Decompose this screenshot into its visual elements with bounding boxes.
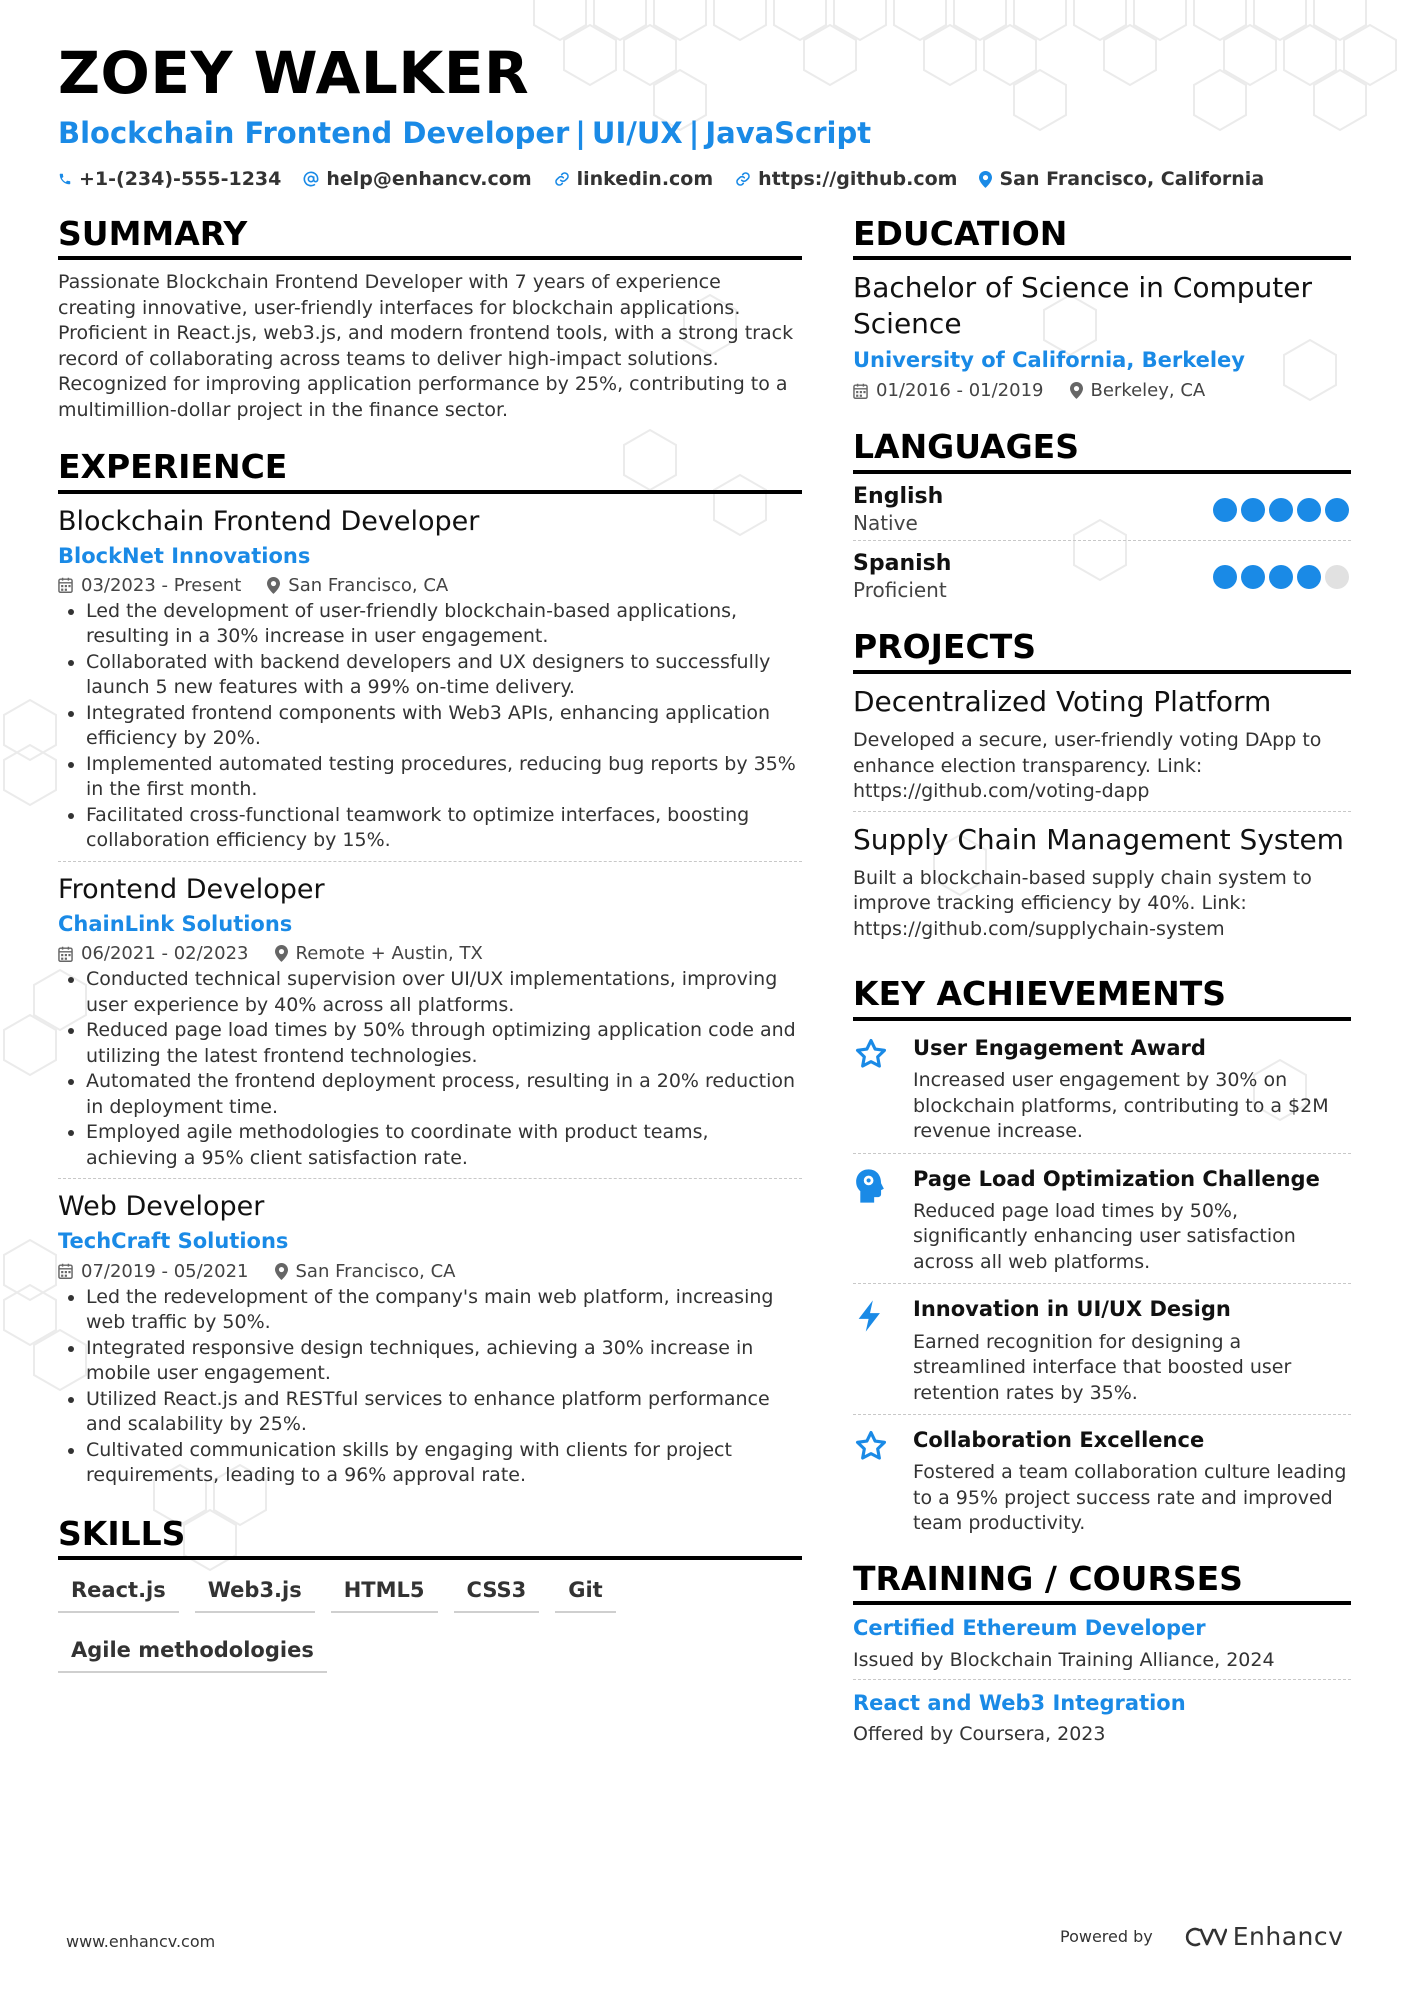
project-title: Decentralized Voting Platform [853,684,1272,718]
job-title: Web Developer [58,1191,265,1223]
bullet-item: • Employed agile methodologies to coordinate with product teams, achieving a 95% client satisfaction rate. [86,1120,802,1171]
bullet-item: • Integrated responsive design techniques, achieving a 30% increase in mobile user engagement. [86,1336,802,1387]
job-location: San Francisco, CA [295,1260,456,1282]
phone-text: +1-(234)-555-1234 [79,168,282,190]
section-heading: PROJECTS [853,629,1351,673]
rating-dot [1297,565,1321,589]
language-name: English [853,483,944,509]
star-icon [853,1429,889,1463]
phone-icon [58,172,72,186]
rating-dot [1269,498,1293,522]
projects-section [853,629,1351,948]
skill-tag: CSS3 [454,1574,540,1613]
education-dates: 01/2016 - 01/2019 [876,380,1044,402]
skill-tag: Agile methodologies [58,1634,327,1673]
enhancv-logo-icon [1181,1926,1227,1948]
achievement-description: Reduced page load times by 50%, significantly enhancing user satisfaction across all web platforms. [913,1199,1296,1273]
bullet-item: • Integrated frontend components with Web3 APIs, enhancing application efficiency by 20%. [86,701,802,752]
footer-branding [1060,1922,1343,1951]
experience-section [58,449,802,1495]
achievement-title: User Engagement Award [913,1035,1206,1060]
link-icon [735,171,751,187]
project-entry [853,822,1351,949]
bullet-item: • Conducted technical supervision over UI/UX implementations, improving user experience by 40% across all platforms. [86,967,802,1018]
language-level: Proficient [853,578,947,603]
company-name: ChainLink Solutions [58,912,293,937]
job-entry [58,872,802,1179]
contact-linkedin[interactable] [554,168,714,190]
degree-title: Bachelor of Science in Computer Science [853,271,1313,341]
github-text: https://github.com [758,168,958,190]
location-text: San Francisco, California [999,168,1265,190]
summary-text: Passionate Blockchain Frontend Developer with 7 years of experience creating innovative, user-friendly interfaces for blockchain applications. Proficient in React.js, web3.js, and modern frontend tools, with a strong track record of collaborating across teams to deliver high-impact solutions. Recognized for improving application performance by 25%, contributing to a multimillion-dollar project in the finance sector. [58,271,794,421]
language-rating [1209,498,1349,522]
right-column [853,216,1351,1764]
job-title: Blockchain Frontend Developer [58,505,480,537]
job-meta [58,943,802,964]
section-heading: SUMMARY [58,216,802,260]
job-dates: 07/2019 - 05/2021 [81,1260,249,1282]
bullet-item: • Utilized React.js and RESTful services to enhance platform performance and scalability by 25%. [86,1387,802,1438]
job-location: Remote + Austin, TX [295,943,483,965]
project-entry [853,684,1351,812]
skill-tag: React.js [58,1574,179,1613]
summary-section [58,216,802,423]
course-entry [853,1615,1351,1680]
bullet-item: • Facilitated cross-functional teamwork to optimize interfaces, boosting collaboration efficiency by 15%. [86,803,802,854]
map-pin-icon [979,171,992,188]
school-name: University of California, Berkeley [853,348,1245,373]
course-title: React and Web3 Integration [853,1691,1186,1716]
headline-part: UI/UX [591,116,683,150]
contact-github[interactable] [735,168,957,190]
achievement-title: Innovation in UI/UX Design [913,1297,1231,1322]
project-description: Developed a secure, user-friendly voting DApp to enhance election transparency. Link: https://github.com/voting-dapp [853,729,1322,803]
calendar-icon [58,577,73,593]
candidate-name: ZOEY WALKER [58,39,530,107]
achievement-description: Increased user engagement by 30% on blockchain platforms, contributing to a $2M revenue increase. [913,1069,1329,1143]
calendar-icon [853,383,868,399]
company-name: TechCraft Solutions [58,1229,289,1254]
skill-tag: HTML5 [331,1574,438,1613]
lightning-icon [853,1298,887,1334]
achievement-entry [853,1427,1351,1545]
contact-location [979,168,1264,190]
bullet-item: • Implemented automated testing procedures, reducing bug reports by 35% in the first month. [86,752,802,803]
language-row [853,551,1351,607]
contact-phone[interactable] [58,168,281,190]
map-pin-icon [267,577,280,594]
skill-tag: Web3.js [195,1574,315,1613]
rating-dot [1269,565,1293,589]
rating-dot [1325,565,1349,589]
skill-tag: Git [555,1574,615,1613]
job-location: San Francisco, CA [288,574,449,596]
education-meta [853,380,1351,401]
at-sign-icon [303,171,319,187]
bullet-item: • Collaborated with backend developers and UX designers to successfully launch 5 new features with a 99% on-time delivery. [86,650,802,701]
brain-head-icon [853,1168,887,1204]
job-dates: 03/2023 - Present [81,574,242,596]
rating-dot [1297,498,1321,522]
map-pin-icon [275,1263,288,1280]
rating-dot [1325,498,1349,522]
education-section [853,216,1351,401]
skills-list [58,1574,802,1694]
bullet-item: • Automated the frontend deployment process, resulting in a 20% reduction in deployment time. [86,1069,802,1120]
calendar-icon [58,1263,73,1279]
calendar-icon [58,946,73,962]
course-description: Offered by Coursera, 2023 [853,1723,1106,1746]
contact-bar [58,168,1286,190]
skills-section [58,1513,802,1694]
company-name: BlockNet Innovations [58,543,311,568]
headline-separator: | [575,116,586,150]
training-section [853,1558,1351,1754]
achievement-title: Collaboration Excellence [913,1428,1205,1453]
job-entry [58,504,802,862]
headline-part: JavaScript [705,116,872,150]
job-entry [58,1189,802,1495]
section-heading: EDUCATION [853,216,1351,260]
job-meta [58,575,802,596]
linkedin-text: linkedin.com [576,168,714,190]
course-title: Certified Ethereum Developer [853,1616,1206,1641]
headline-part: Blockchain Frontend Developer [58,116,570,150]
bullet-item: • Led the development of user-friendly blockchain-based applications, resulting in a 30% increase in user engagement. [86,599,802,650]
section-heading: TRAINING / COURSES [853,1561,1351,1605]
section-heading: EXPERIENCE [58,449,802,493]
job-headline [58,116,871,151]
languages-section [853,429,1351,607]
bullet-item: • Led the redevelopment of the company's main web platform, increasing web traffic by 50%. [86,1285,802,1336]
bullet-item: • Reduced page load times by 50% through optimizing application code and utilizing the latest frontend technologies. [86,1018,802,1069]
section-heading: LANGUAGES [853,429,1351,473]
footer-website[interactable]: www.enhancv.com [66,1932,216,1951]
job-dates: 06/2021 - 02/2023 [81,943,249,965]
achievement-entry [853,1166,1351,1285]
link-icon [554,171,570,187]
language-name: Spanish [853,550,952,576]
brand-name: Enhancv [1232,1922,1344,1951]
job-bullets [58,599,802,854]
job-bullets [58,1285,802,1489]
section-heading: KEY ACHIEVEMENTS [853,976,1351,1020]
achievement-title: Page Load Optimization Challenge [913,1166,1320,1191]
achievement-entry [853,1035,1351,1154]
star-icon [853,1037,889,1071]
job-bullets [58,967,802,1171]
bullet-item: • Cultivated communication skills by engaging with clients for project requirements, leading to a 96% approval rate. [86,1438,802,1489]
email-text: help@enhancv.com [326,168,532,190]
language-level: Native [853,510,918,535]
achievement-description: Earned recognition for designing a streamlined interface that boosted user retention rates by 35%. [913,1330,1292,1404]
section-heading: SKILLS [58,1516,802,1560]
achievements-section [853,976,1351,1544]
project-description: Built a blockchain-based supply chain system to improve tracking efficiency by 40%. Link: https://github.com/supplychain-system [853,866,1312,940]
education-location: Berkeley, CA [1090,380,1206,402]
course-description: Issued by Blockchain Training Alliance, 2024 [853,1648,1275,1671]
achievement-entry [853,1296,1351,1415]
language-rating [1209,565,1349,589]
achievement-description: Fostered a team collaboration culture leading to a 95% project success rate and improved team productivity. [913,1461,1347,1535]
rating-dot [1241,565,1265,589]
contact-email[interactable] [303,168,531,190]
left-column [58,216,802,1694]
powered-by-label: Powered by [1060,1927,1153,1946]
rating-dot [1213,498,1237,522]
rating-dot [1213,565,1237,589]
job-meta [58,1261,802,1282]
headline-separator: | [688,116,700,150]
course-entry [853,1690,1351,1754]
map-pin-icon [1070,382,1083,399]
project-title: Supply Chain Management System [853,822,1344,856]
language-row [853,484,1351,541]
map-pin-icon [275,945,288,962]
job-title: Frontend Developer [58,873,325,905]
rating-dot [1241,498,1265,522]
